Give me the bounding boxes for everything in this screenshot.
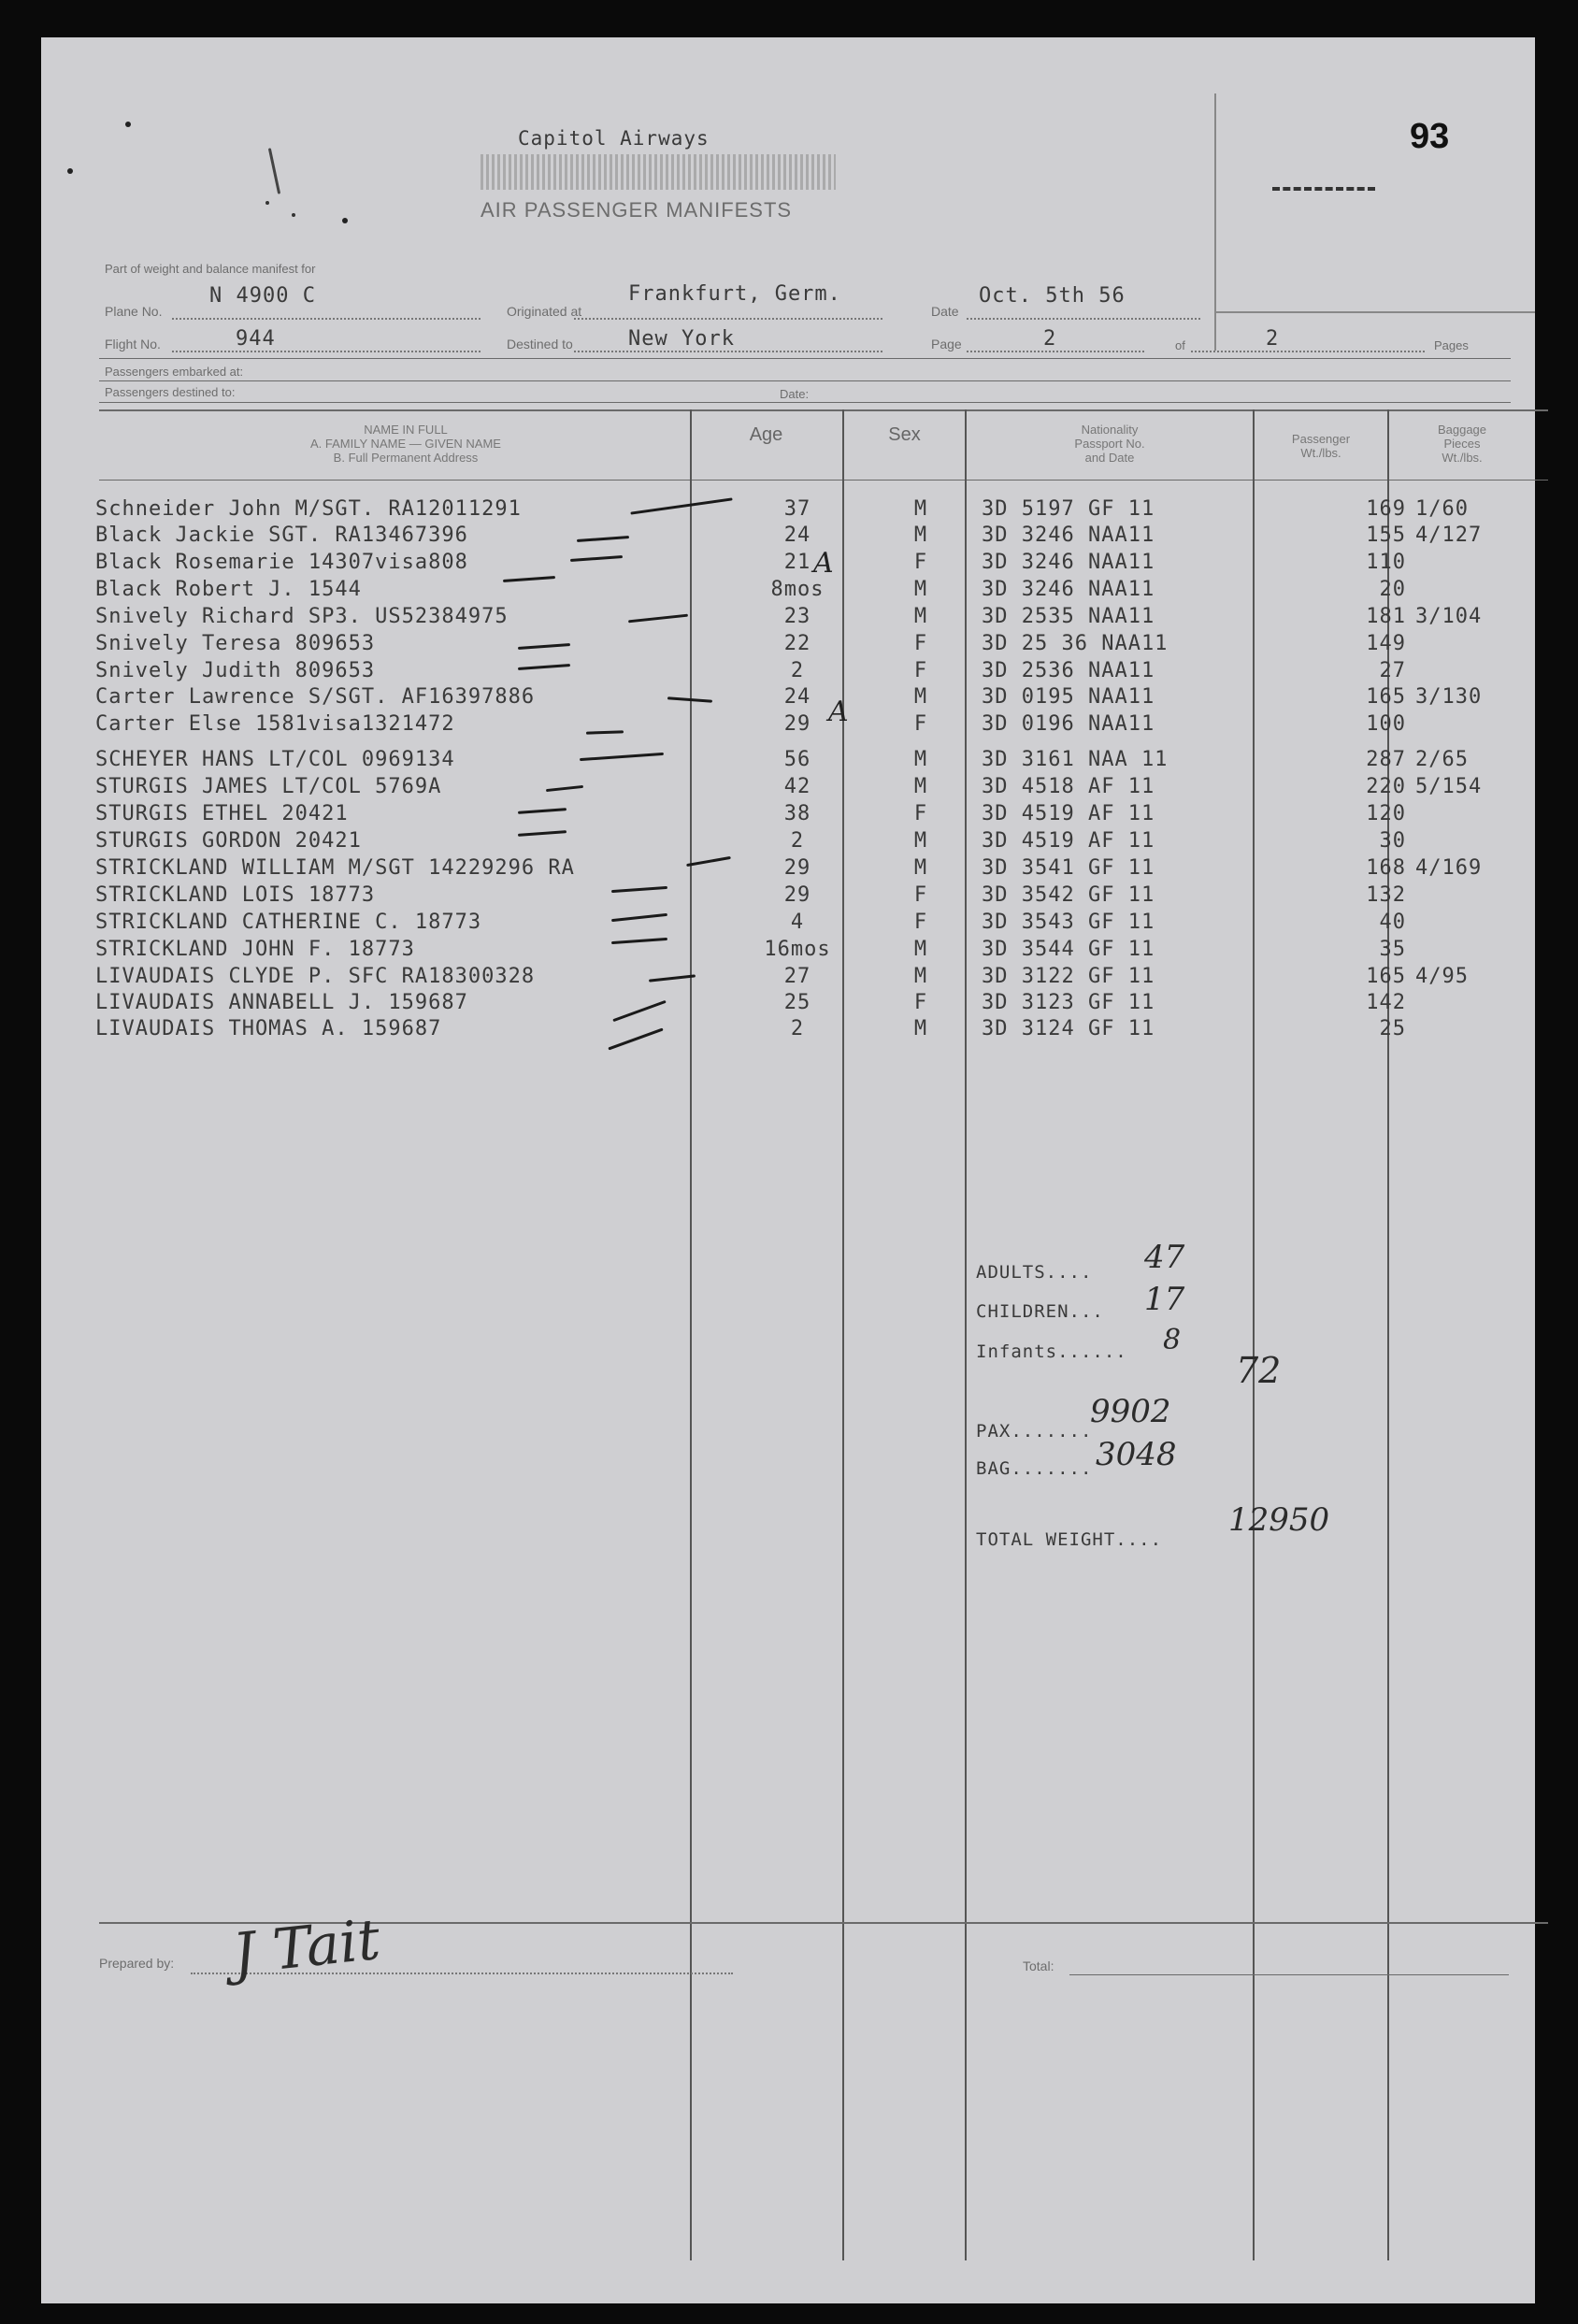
table-row (41, 991, 1535, 1017)
passenger-sex: M (913, 524, 928, 547)
extra-handwritten-mark: 72 (1236, 1350, 1282, 1391)
passenger-nationality: 3D 2536 NAA11 (982, 659, 1155, 682)
passenger-age: 23 (783, 605, 811, 628)
passenger-nationality: 3D 5197 GF 11 (982, 497, 1155, 521)
date-value: Oct. 5th 56 (979, 284, 1126, 308)
children-label: CHILDREN... (976, 1301, 1104, 1322)
passenger-weight: 132 (1366, 883, 1406, 907)
passenger-nationality: 3D 3122 GF 11 (982, 965, 1155, 988)
passenger-name: Schneider John M/SGT. RA12011291 (95, 497, 522, 521)
date-label: Date (931, 304, 959, 319)
passenger-sex: M (913, 1017, 928, 1040)
passenger-nationality: 3D 3246 NAA11 (982, 551, 1155, 574)
passenger-weight: 110 (1366, 551, 1406, 574)
bag-value: 3048 (1096, 1436, 1177, 1473)
passenger-sex: F (913, 883, 928, 907)
adults-value: 47 (1144, 1239, 1185, 1276)
passenger-sex: M (913, 856, 928, 880)
table-row (41, 524, 1535, 550)
passenger-baggage: 5/154 (1415, 775, 1483, 798)
passenger-weight: 181 (1366, 605, 1406, 628)
passenger-weight: 287 (1366, 748, 1406, 771)
passenger-sex: F (913, 911, 928, 934)
passenger-weight: 155 (1366, 524, 1406, 547)
table-row (41, 685, 1535, 711)
passenger-name: Snively Richard SP3. US52384975 (95, 605, 509, 628)
table-row (41, 802, 1535, 828)
passenger-nationality: 3D 3124 GF 11 (982, 1017, 1155, 1040)
passenger-baggage: 4/95 (1415, 965, 1469, 988)
page-value: 2 (1043, 327, 1057, 351)
passenger-sex: M (913, 497, 928, 521)
passenger-baggage: 3/130 (1415, 685, 1483, 709)
passenger-name: Snively Judith 809653 (95, 659, 376, 682)
passenger-nationality: 3D 0195 NAA11 (982, 685, 1155, 709)
bag-label: BAG....... (976, 1458, 1093, 1479)
total-weight-value: 12950 (1228, 1501, 1330, 1539)
passenger-name: LIVAUDAIS THOMAS A. 159687 (95, 1017, 442, 1040)
passenger-baggage: 3/104 (1415, 605, 1483, 628)
table-row (41, 965, 1535, 991)
table-row (41, 775, 1535, 801)
pax-value: 9902 (1090, 1393, 1171, 1430)
passenger-sex: F (913, 632, 928, 655)
passenger-age: 29 (783, 856, 811, 880)
passenger-age: 24 (783, 524, 811, 547)
total-weight-label: TOTAL WEIGHT.... (976, 1529, 1163, 1550)
passenger-age: 21 (783, 551, 811, 574)
col-name-header: NAME IN FULL A. FAMILY NAME — GIVEN NAME B. Full Permanent Address (310, 423, 501, 465)
passenger-weight: 27 (1379, 659, 1406, 682)
prepared-label: Prepared by: (99, 1956, 175, 1971)
table-row (41, 605, 1535, 631)
passenger-weight: 40 (1379, 911, 1406, 934)
passenger-weight: 149 (1366, 632, 1406, 655)
passenger-age: 2 (790, 829, 805, 853)
passenger-weight: 30 (1379, 829, 1406, 853)
passenger-sex: F (913, 551, 928, 574)
passenger-baggage: 2/65 (1415, 748, 1469, 771)
passenger-weight: 35 (1379, 938, 1406, 961)
embarked-label: Passengers embarked at: (105, 365, 244, 379)
children-value: 17 (1144, 1281, 1185, 1318)
passenger-age: 29 (783, 712, 811, 736)
passenger-age: 24 (783, 685, 811, 709)
passenger-weight: 25 (1379, 1017, 1406, 1040)
passenger-age: 56 (783, 748, 811, 771)
flight-number: 944 (236, 327, 276, 351)
table-row (41, 829, 1535, 855)
passenger-name: STRICKLAND LOIS 18773 (95, 883, 376, 907)
of-value: 2 (1266, 327, 1280, 351)
adults-label: ADULTS.... (976, 1262, 1093, 1283)
passenger-sex: M (913, 775, 928, 798)
manifest-page (41, 37, 1535, 2303)
struck-out-text (481, 154, 836, 190)
table-row (41, 632, 1535, 658)
passenger-sex: F (913, 712, 928, 736)
destined-label: Destined to (507, 337, 573, 351)
table-row (41, 856, 1535, 882)
flight-label: Flight No. (105, 337, 161, 351)
passenger-nationality: 3D 3541 GF 11 (982, 856, 1155, 880)
corner-box-bottom (1214, 311, 1535, 313)
passenger-weight: 100 (1366, 712, 1406, 736)
stray-marks (125, 112, 359, 234)
passenger-name: Carter Lawrence S/SGT. AF16397886 (95, 685, 536, 709)
passenger-name: Black Rosemarie 14307visa808 (95, 551, 468, 574)
passenger-nationality: 3D 3246 NAA11 (982, 524, 1155, 547)
plane-label: Plane No. (105, 304, 163, 319)
passenger-nationality: 3D 3543 GF 11 (982, 911, 1155, 934)
passenger-sex: F (913, 991, 928, 1014)
handwritten-a-mark: A (813, 547, 834, 580)
passenger-age: 29 (783, 883, 811, 907)
passenger-age: 42 (783, 775, 811, 798)
passenger-weight: 20 (1379, 578, 1406, 601)
col-weight-header: Passenger Wt./lbs. (1291, 432, 1351, 460)
table-row (41, 578, 1535, 604)
passenger-nationality: 3D 3542 GF 11 (982, 883, 1155, 907)
passenger-nationality: 3D 2535 NAA11 (982, 605, 1155, 628)
passenger-age: 25 (783, 991, 811, 1014)
originated-label: Originated at (507, 304, 582, 319)
table-row (41, 1017, 1535, 1043)
passenger-nationality: 3D 0196 NAA11 (982, 712, 1155, 736)
passenger-age: 2 (790, 659, 805, 682)
passenger-name: STRICKLAND JOHN F. 18773 (95, 938, 415, 961)
passenger-name: STURGIS GORDON 20421 (95, 829, 362, 853)
passenger-weight: 168 (1366, 856, 1406, 880)
pages-label: Pages (1434, 338, 1469, 352)
passenger-nationality: 3D 3544 GF 11 (982, 938, 1155, 961)
passenger-name: Black Robert J. 1544 (95, 578, 362, 601)
handwritten-a-mark: A (828, 696, 849, 728)
passenger-name: LIVAUDAIS ANNABELL J. 159687 (95, 991, 468, 1014)
table-row (41, 659, 1535, 685)
passenger-age: 37 (783, 497, 811, 521)
total-label: Total: (1023, 1958, 1054, 1973)
of-label: of (1175, 338, 1185, 352)
part-label: Part of weight and balance manifest for (105, 262, 316, 276)
passenger-sex: M (913, 605, 928, 628)
page-label: Page (931, 337, 962, 351)
passenger-age: 16mos (764, 938, 831, 961)
passenger-sex: M (913, 748, 928, 771)
prepared-signature: J Tait (229, 1906, 383, 1988)
passenger-sex: F (913, 802, 928, 825)
passenger-name: STURGIS JAMES LT/COL 5769A (95, 775, 442, 798)
passenger-nationality: 3D 3161 NAA 11 (982, 748, 1169, 771)
passenger-sex: M (913, 829, 928, 853)
passenger-nationality: 3D 4519 AF 11 (982, 802, 1155, 825)
passenger-weight: 165 (1366, 685, 1406, 709)
col-sex-header: Sex (888, 424, 921, 445)
passenger-weight: 120 (1366, 802, 1406, 825)
airline-name: Capitol Airways (518, 127, 710, 150)
infants-label: Infants...... (976, 1341, 1127, 1362)
passenger-weight: 220 (1366, 775, 1406, 798)
passenger-weight: 169 (1366, 497, 1406, 521)
passenger-sex: F (913, 659, 928, 682)
plane-number: N 4900 C (209, 284, 316, 308)
passenger-nationality: 3D 4519 AF 11 (982, 829, 1155, 853)
passenger-sex: M (913, 938, 928, 961)
passenger-sex: M (913, 685, 928, 709)
passenger-nationality: 3D 25 36 NAA11 (982, 632, 1169, 655)
table-row (41, 497, 1535, 524)
passenger-nationality: 3D 4518 AF 11 (982, 775, 1155, 798)
page-number: 93 (1410, 117, 1450, 156)
passenger-name: Snively Teresa 809653 (95, 632, 376, 655)
table-row (41, 748, 1535, 774)
passenger-baggage: 4/127 (1415, 524, 1483, 547)
passenger-baggage: 4/169 (1415, 856, 1483, 880)
table-row (41, 712, 1535, 739)
passenger-name: STRICKLAND CATHERINE C. 18773 (95, 911, 482, 934)
passenger-weight: 142 (1366, 991, 1406, 1014)
originated-value: Frankfurt, Germ. (628, 282, 841, 306)
pax-label: PAX....... (976, 1421, 1093, 1442)
infants-value: 8 (1163, 1324, 1182, 1356)
passenger-name: LIVAUDAIS CLYDE P. SFC RA18300328 (95, 965, 536, 988)
passenger-baggage: 1/60 (1415, 497, 1469, 521)
table-row (41, 883, 1535, 910)
passenger-name: STURGIS ETHEL 20421 (95, 802, 349, 825)
passenger-weight: 165 (1366, 965, 1406, 988)
destined-value: New York (628, 327, 735, 351)
passenger-name: STRICKLAND WILLIAM M/SGT 14229296 RA (95, 856, 575, 880)
col-age-header: Age (749, 424, 783, 445)
passenger-age: 2 (790, 1017, 805, 1040)
passenger-sex: M (913, 578, 928, 601)
table-row (41, 551, 1535, 577)
passenger-age: 22 (783, 632, 811, 655)
passenger-name: Carter Else 1581visa1321472 (95, 712, 455, 736)
date2-label: Date: (780, 387, 810, 401)
col-baggage-header: Baggage Pieces Wt./lbs. (1437, 423, 1487, 465)
manifest-title: AIR PASSENGER MANIFESTS (481, 198, 793, 222)
passenger-age: 4 (790, 911, 805, 934)
passenger-name: Black Jackie SGT. RA13467396 (95, 524, 468, 547)
corner-marks (1272, 187, 1375, 191)
table-row (41, 938, 1535, 964)
passenger-age: 38 (783, 802, 811, 825)
passenger-name: SCHEYER HANS LT/COL 0969134 (95, 748, 455, 771)
passenger-sex: M (913, 965, 928, 988)
table-row (41, 911, 1535, 937)
passenger-nationality: 3D 3246 NAA11 (982, 578, 1155, 601)
passenger-age: 27 (783, 965, 811, 988)
passenger-nationality: 3D 3123 GF 11 (982, 991, 1155, 1014)
destined-to-label: Passengers destined to: (105, 385, 236, 399)
col-nationality-header: Nationality Passport No. and Date (1074, 423, 1145, 465)
passenger-age: 8mos (770, 578, 825, 601)
